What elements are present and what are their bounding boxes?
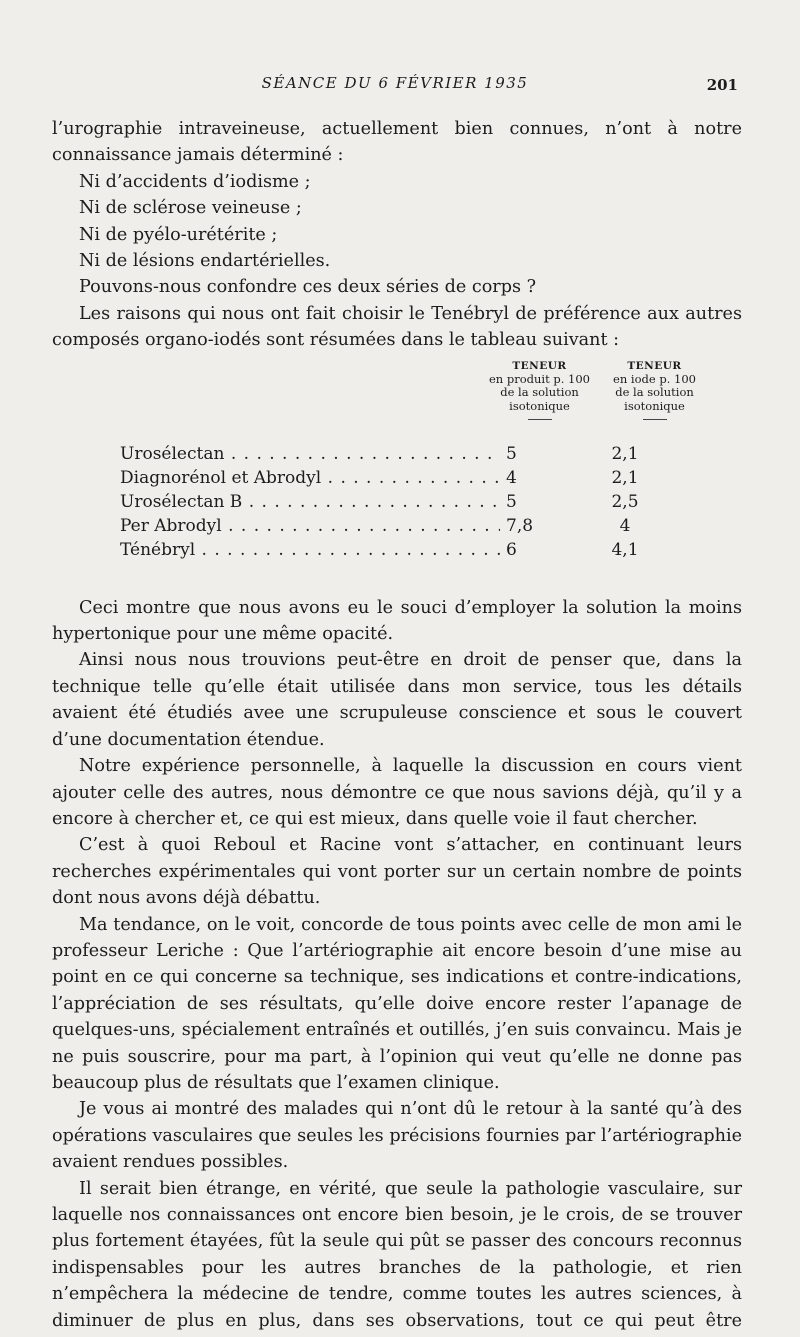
list-item: Ni de sclérose veineuse ; — [79, 198, 302, 219]
iode-value: 2,1 — [611, 443, 639, 464]
list-item: Ni d’accidents d’iodisme ; — [79, 171, 311, 192]
paragraph: Ma tendance, on le voit, concorde de tous points avec celle de mon ami le professeur Leriche : Que l’artériographie ait encore besoin d’une mise au point en ce qui concerne sa technique, ses indications et contre-indications, l’appréciation de ses résultats, qu’elle doive encore rester l’apanage de quelques-uns, spécialement entraînés et outillés, j’en suis convaincu. Mais je ne puis souscrire, pour ma part, à l’opinion qui veut qu’elle ne donne pas beaucoup plus de résultats que l’examen clinique. — [52, 914, 742, 1093]
paragraph: Notre expérience personnelle, à laquelle la discussion en cours vient ajouter celle des autres, nous démontre ce que nous savions déjà, qu’il y a encore à chercher et, ce qui est mieux, dans quelle voie il faut chercher. — [52, 756, 742, 829]
paragraph: Ceci montre que nous avons eu le souci d’employer la solution la moins hypertonique pour une même opacité. — [52, 597, 742, 645]
running-title: SÉANCE DU 6 FÉVRIER 1935 — [261, 74, 529, 92]
table-row — [120, 442, 730, 466]
column-header-iode: TENEUR en iode p. 100 de la solution isotonique — [587, 360, 722, 421]
iode-value: 4,1 — [611, 539, 639, 560]
iode-value: 2,1 — [611, 467, 639, 488]
produit-value: 5 — [500, 442, 556, 466]
body-text — [52, 116, 742, 1334]
produit-value: 7,8 — [500, 514, 556, 538]
page-header — [52, 74, 738, 98]
product-name: Urosélectan . . . — [120, 442, 500, 466]
iode-value: 2,5 — [611, 491, 639, 512]
spacer — [52, 569, 742, 595]
column-header-produit: TENEUR en produit p. 100 de la solution isotonique — [472, 360, 607, 421]
table-row — [120, 514, 730, 538]
iodine-table — [52, 354, 742, 569]
table-row — [120, 466, 730, 490]
produit-value: 5 — [500, 490, 556, 514]
product-name: Ténébryl . . . — [120, 538, 500, 562]
product-name: Diagnorénol et Abrodyl . . . — [120, 466, 500, 490]
intro-paragraph: l’urographie intraveineuse, actuellement bien connues, n’ont à notre connaissance jamais déterminé : — [52, 119, 742, 166]
page-number: 201 — [706, 76, 738, 94]
negation-list — [52, 169, 742, 301]
header-rule — [528, 419, 552, 420]
product-name: Per Abrodyl . . . — [120, 514, 500, 538]
table-row — [120, 490, 730, 514]
list-item: Ni de lésions endartérielles. — [79, 251, 331, 272]
product-name: Urosélectan B . . . — [120, 490, 500, 514]
question-line: Pouvons-nous confondre ces deux séries de corps ? — [79, 277, 537, 298]
header-rule — [643, 419, 667, 420]
paragraph: C’est à quoi Reboul et Racine vont s’attacher, en continuant leurs recherches expérimentales qui vont porter sur un certain nombre de points dont nous avons déjà débattu. — [52, 835, 742, 909]
table-intro-paragraph: Les raisons qui nous ont fait choisir le Tenébryl de préférence aux autres composés organo-iodés sont résumées dans le tableau suivant : — [52, 303, 742, 351]
table-row — [120, 538, 730, 562]
list-item: Ni de pyélo-urétérite ; — [79, 224, 278, 245]
produit-value: 4 — [500, 466, 556, 490]
paragraph-continued: Il serait bien étrange, en vérité, que seule la pathologie vasculaire, sur laquelle nos connaissances ont encore bien besoin, je le crois, de se trouver plus fortement étayées, fût la seule qui pût se passer des concours reconnus indispensables pour les autres branches de la pathologie, et rien n’empêchera la médecine de tendre, comme toutes les autres sciences, à diminuer de plus en plus, dans ses observations, tout ce qui peut être — [52, 1178, 742, 1331]
iode-value: 4 — [619, 515, 631, 536]
paragraph: Je vous ai montré des malades qui n’ont dû le retour à la santé qu’à des opérations vasculaires que seules les précisions fournies par l’artériographie avaient rendues possibles. — [52, 1099, 742, 1173]
produit-value: 6 — [500, 538, 556, 562]
paragraph: Ainsi nous nous trouvions peut-être en droit de penser que, dans la technique telle qu’elle était utilisée dans mon service, tous les détails avaient été étudiés avee une scrupuleuse conscience et sous le couvert d’une documentation étendue. — [52, 650, 742, 750]
